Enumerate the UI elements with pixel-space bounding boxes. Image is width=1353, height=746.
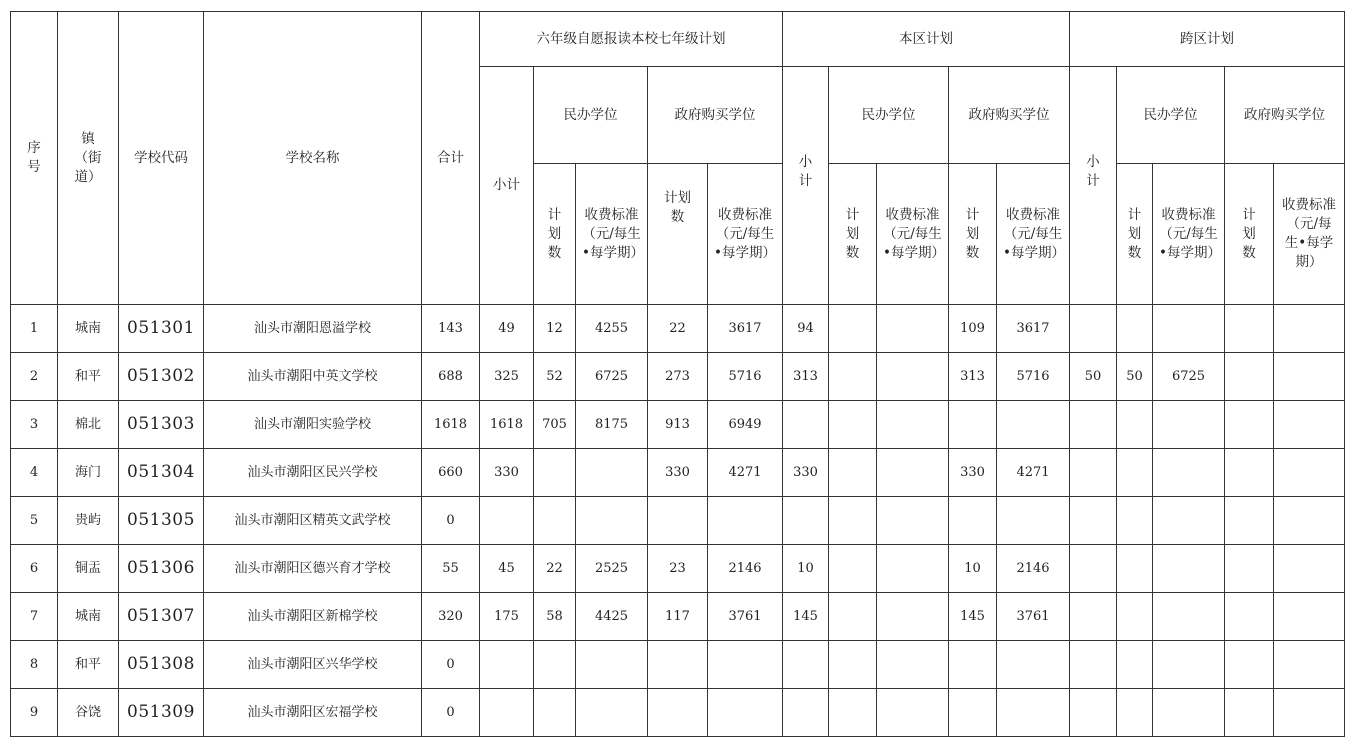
cell-grade6-private-fee: [576, 641, 648, 689]
cell-local-subtotal: [783, 689, 829, 737]
cell-grade6-gov-fee: [708, 497, 783, 545]
cell-grade6-private-fee: 8175: [576, 401, 648, 449]
cell-local-gov-count: 145: [949, 593, 997, 641]
cell-town: 贵屿: [58, 497, 119, 545]
cell-local-gov-fee: 3761: [997, 593, 1070, 641]
header-cross-subtotal: 小计: [1070, 67, 1117, 305]
cell-grade6-gov-count: 22: [648, 305, 708, 353]
cell-seq: 3: [11, 401, 58, 449]
header-group-local: 本区计划: [783, 12, 1070, 67]
cell-local-gov-fee: 2146: [997, 545, 1070, 593]
cell-local-gov-fee: 5716: [997, 353, 1070, 401]
cell-grade6-gov-fee: 6949: [708, 401, 783, 449]
cell-local-private-fee: [877, 593, 949, 641]
cell-cross-gov-count: [1225, 689, 1274, 737]
header-seq: 序号: [11, 12, 58, 305]
cell-cross-private-fee: [1153, 305, 1225, 353]
cell-grade6-gov-count: [648, 497, 708, 545]
cell-seq: 7: [11, 593, 58, 641]
cell-grade6-gov-fee: 3761: [708, 593, 783, 641]
cell-grade6-private-fee: 2525: [576, 545, 648, 593]
cell-total: 0: [422, 497, 480, 545]
header-fee: 收费标准（元/每生•每学期）: [997, 164, 1070, 305]
cell-town: 铜盂: [58, 545, 119, 593]
cell-grade6-gov-count: 23: [648, 545, 708, 593]
cell-school-code: 051308: [119, 641, 204, 689]
cell-school-code: 051302: [119, 353, 204, 401]
cell-cross-private-fee: [1153, 401, 1225, 449]
cell-local-private-fee: [877, 401, 949, 449]
cell-school-code: 051307: [119, 593, 204, 641]
cell-local-gov-count: [949, 689, 997, 737]
header-grade6-subtotal: 小计: [480, 67, 534, 305]
header-plan-count: 计划数: [949, 164, 997, 305]
cell-grade6-private-fee: 4255: [576, 305, 648, 353]
header-fee: 收费标准（元/每生•每学期）: [1153, 164, 1225, 305]
cell-school-name: 汕头市潮阳区民兴学校: [204, 449, 422, 497]
cell-grade6-gov-fee: [708, 689, 783, 737]
header-local-subtotal: 小计: [783, 67, 829, 305]
cell-local-gov-count: [949, 641, 997, 689]
cell-cross-gov-count: [1225, 449, 1274, 497]
table-row: [11, 593, 1345, 641]
cell-cross-private-count: [1117, 449, 1153, 497]
cell-local-private-fee: [877, 497, 949, 545]
cell-total: 0: [422, 641, 480, 689]
cell-local-private-fee: [877, 689, 949, 737]
cell-local-private-fee: [877, 545, 949, 593]
cell-local-private-count: [829, 353, 877, 401]
cell-grade6-gov-count: 330: [648, 449, 708, 497]
cell-local-private-count: [829, 305, 877, 353]
cell-local-gov-fee: 3617: [997, 305, 1070, 353]
cell-school-code: 051304: [119, 449, 204, 497]
cell-cross-gov-fee: [1274, 689, 1345, 737]
header-code: 学校代码: [119, 12, 204, 305]
cell-grade6-private-count: 12: [534, 305, 576, 353]
header-fee: 收费标准（元/每生•每学期）: [576, 164, 648, 305]
cell-cross-gov-fee: [1274, 353, 1345, 401]
cell-total: 320: [422, 593, 480, 641]
cell-cross-gov-fee: [1274, 401, 1345, 449]
header-total: 合计: [422, 12, 480, 305]
cell-total: 143: [422, 305, 480, 353]
cell-local-gov-fee: [997, 641, 1070, 689]
cell-school-name: 汕头市潮阳区新棉学校: [204, 593, 422, 641]
cell-grade6-private-count: [534, 497, 576, 545]
cell-school-code: 051305: [119, 497, 204, 545]
table-row: [11, 689, 1345, 737]
cell-cross-gov-count: [1225, 401, 1274, 449]
cell-grade6-private-fee: 4425: [576, 593, 648, 641]
cell-total: 688: [422, 353, 480, 401]
cell-cross-gov-count: [1225, 545, 1274, 593]
table-row: [11, 641, 1345, 689]
cell-school-name: 汕头市潮阳区宏福学校: [204, 689, 422, 737]
header-cross-private: 民办学位: [1117, 67, 1225, 164]
cell-grade6-private-count: 52: [534, 353, 576, 401]
cell-grade6-gov-fee: [708, 641, 783, 689]
cell-grade6-subtotal: 175: [480, 593, 534, 641]
table-row: [11, 497, 1345, 545]
cell-local-subtotal: 313: [783, 353, 829, 401]
cell-school-name: 汕头市潮阳恩溢学校: [204, 305, 422, 353]
cell-grade6-subtotal: 325: [480, 353, 534, 401]
header-plan-count: 计划数: [1225, 164, 1274, 305]
cell-grade6-subtotal: 330: [480, 449, 534, 497]
cell-cross-private-count: [1117, 689, 1153, 737]
cell-grade6-private-count: 22: [534, 545, 576, 593]
header-plan-count: 计划数: [534, 164, 576, 305]
cell-total: 660: [422, 449, 480, 497]
cell-grade6-gov-count: [648, 641, 708, 689]
cell-grade6-gov-count: 913: [648, 401, 708, 449]
cell-local-private-count: [829, 497, 877, 545]
cell-school-name: 汕头市潮阳区德兴育才学校: [204, 545, 422, 593]
cell-cross-subtotal: [1070, 305, 1117, 353]
cell-school-code: 051301: [119, 305, 204, 353]
cell-cross-gov-count: [1225, 497, 1274, 545]
table-row: [11, 449, 1345, 497]
cell-cross-subtotal: [1070, 641, 1117, 689]
cell-local-gov-count: 10: [949, 545, 997, 593]
header-name: 学校名称: [204, 12, 422, 305]
cell-seq: 6: [11, 545, 58, 593]
cell-local-gov-fee: [997, 497, 1070, 545]
cell-total: 0: [422, 689, 480, 737]
cell-grade6-private-count: [534, 689, 576, 737]
cell-grade6-subtotal: 1618: [480, 401, 534, 449]
header-cross-gov: 政府购买学位: [1225, 67, 1345, 164]
cell-grade6-private-fee: [576, 497, 648, 545]
cell-local-private-fee: [877, 353, 949, 401]
cell-cross-gov-fee: [1274, 593, 1345, 641]
header-fee: 收费标准（元/每生•每学期）: [708, 164, 783, 305]
cell-local-gov-fee: [997, 689, 1070, 737]
enrollment-plan-table: [10, 11, 1345, 737]
cell-local-private-count: [829, 641, 877, 689]
cell-cross-private-fee: [1153, 497, 1225, 545]
cell-local-gov-count: 109: [949, 305, 997, 353]
header-grade6-private: 民办学位: [534, 67, 648, 164]
cell-local-subtotal: [783, 641, 829, 689]
cell-town: 和平: [58, 641, 119, 689]
cell-town: 和平: [58, 353, 119, 401]
cell-grade6-private-count: 705: [534, 401, 576, 449]
cell-cross-subtotal: [1070, 497, 1117, 545]
cell-cross-gov-fee: [1274, 641, 1345, 689]
cell-cross-private-count: [1117, 497, 1153, 545]
cell-seq: 9: [11, 689, 58, 737]
cell-grade6-gov-fee: 4271: [708, 449, 783, 497]
cell-cross-private-count: [1117, 401, 1153, 449]
cell-cross-gov-count: [1225, 641, 1274, 689]
cell-grade6-gov-fee: 5716: [708, 353, 783, 401]
cell-grade6-subtotal: 49: [480, 305, 534, 353]
cell-school-name: 汕头市潮阳中英文学校: [204, 353, 422, 401]
cell-cross-private-fee: [1153, 641, 1225, 689]
cell-cross-private-count: 50: [1117, 353, 1153, 401]
cell-cross-private-fee: 6725: [1153, 353, 1225, 401]
cell-school-name: 汕头市潮阳实验学校: [204, 401, 422, 449]
cell-grade6-private-count: 58: [534, 593, 576, 641]
cell-local-subtotal: [783, 401, 829, 449]
header-local-gov: 政府购买学位: [949, 67, 1070, 164]
cell-town: 谷饶: [58, 689, 119, 737]
cell-local-private-fee: [877, 449, 949, 497]
cell-local-subtotal: [783, 497, 829, 545]
header-plan-count: 计划数: [648, 164, 708, 305]
cell-cross-subtotal: [1070, 449, 1117, 497]
cell-local-private-count: [829, 401, 877, 449]
header-town: 镇（街道）: [58, 12, 119, 305]
cell-local-private-fee: [877, 305, 949, 353]
cell-grade6-subtotal: [480, 689, 534, 737]
header-plan-count: 计划数: [829, 164, 877, 305]
cell-local-gov-fee: 4271: [997, 449, 1070, 497]
header-group-cross: 跨区计划: [1070, 12, 1345, 67]
cell-cross-private-count: [1117, 593, 1153, 641]
cell-town: 城南: [58, 305, 119, 353]
header-local-private: 民办学位: [829, 67, 949, 164]
cell-school-code: 051306: [119, 545, 204, 593]
cell-seq: 1: [11, 305, 58, 353]
cell-local-subtotal: 94: [783, 305, 829, 353]
header-grade6-gov: 政府购买学位: [648, 67, 783, 164]
cell-cross-private-count: [1117, 305, 1153, 353]
cell-cross-private-fee: [1153, 545, 1225, 593]
cell-town: 城南: [58, 593, 119, 641]
cell-seq: 4: [11, 449, 58, 497]
cell-local-private-count: [829, 593, 877, 641]
header-group-grade6: 六年级自愿报读本校七年级计划: [480, 12, 783, 67]
cell-school-code: 051309: [119, 689, 204, 737]
cell-grade6-subtotal: [480, 641, 534, 689]
cell-cross-private-fee: [1153, 593, 1225, 641]
cell-local-gov-count: 313: [949, 353, 997, 401]
cell-grade6-gov-count: [648, 689, 708, 737]
cell-cross-subtotal: [1070, 545, 1117, 593]
cell-school-name: 汕头市潮阳区兴华学校: [204, 641, 422, 689]
cell-school-code: 051303: [119, 401, 204, 449]
cell-grade6-private-count: [534, 641, 576, 689]
cell-cross-subtotal: [1070, 401, 1117, 449]
cell-grade6-gov-fee: 3617: [708, 305, 783, 353]
cell-grade6-subtotal: 45: [480, 545, 534, 593]
cell-local-subtotal: 10: [783, 545, 829, 593]
cell-cross-gov-fee: [1274, 449, 1345, 497]
cell-town: 棉北: [58, 401, 119, 449]
cell-local-gov-count: [949, 401, 997, 449]
cell-cross-private-fee: [1153, 689, 1225, 737]
cell-grade6-private-fee: 6725: [576, 353, 648, 401]
cell-grade6-gov-count: 273: [648, 353, 708, 401]
cell-cross-private-count: [1117, 545, 1153, 593]
header-fee: 收费标准（元/每生•每学期）: [1274, 164, 1345, 305]
cell-cross-gov-fee: [1274, 545, 1345, 593]
cell-grade6-subtotal: [480, 497, 534, 545]
cell-local-private-count: [829, 545, 877, 593]
cell-local-private-fee: [877, 641, 949, 689]
cell-cross-gov-count: [1225, 305, 1274, 353]
cell-seq: 8: [11, 641, 58, 689]
cell-local-subtotal: 330: [783, 449, 829, 497]
cell-seq: 5: [11, 497, 58, 545]
cell-cross-subtotal: [1070, 689, 1117, 737]
cell-cross-subtotal: [1070, 593, 1117, 641]
cell-cross-private-fee: [1153, 449, 1225, 497]
cell-grade6-private-fee: [576, 449, 648, 497]
cell-grade6-private-fee: [576, 689, 648, 737]
cell-local-private-count: [829, 689, 877, 737]
table-row: [11, 353, 1345, 401]
cell-cross-gov-count: [1225, 593, 1274, 641]
table-row: [11, 305, 1345, 353]
table-row: [11, 401, 1345, 449]
cell-local-gov-count: 330: [949, 449, 997, 497]
cell-grade6-private-count: [534, 449, 576, 497]
cell-town: 海门: [58, 449, 119, 497]
cell-school-name: 汕头市潮阳区精英文武学校: [204, 497, 422, 545]
cell-cross-gov-fee: [1274, 305, 1345, 353]
cell-cross-subtotal: 50: [1070, 353, 1117, 401]
cell-local-gov-count: [949, 497, 997, 545]
cell-local-private-count: [829, 449, 877, 497]
cell-local-gov-fee: [997, 401, 1070, 449]
cell-cross-gov-count: [1225, 353, 1274, 401]
header-plan-count: 计划数: [1117, 164, 1153, 305]
cell-local-subtotal: 145: [783, 593, 829, 641]
cell-total: 1618: [422, 401, 480, 449]
cell-grade6-gov-count: 117: [648, 593, 708, 641]
table-row: [11, 545, 1345, 593]
cell-grade6-gov-fee: 2146: [708, 545, 783, 593]
cell-cross-private-count: [1117, 641, 1153, 689]
cell-cross-gov-fee: [1274, 497, 1345, 545]
cell-seq: 2: [11, 353, 58, 401]
header-fee: 收费标准（元/每生•每学期）: [877, 164, 949, 305]
cell-total: 55: [422, 545, 480, 593]
